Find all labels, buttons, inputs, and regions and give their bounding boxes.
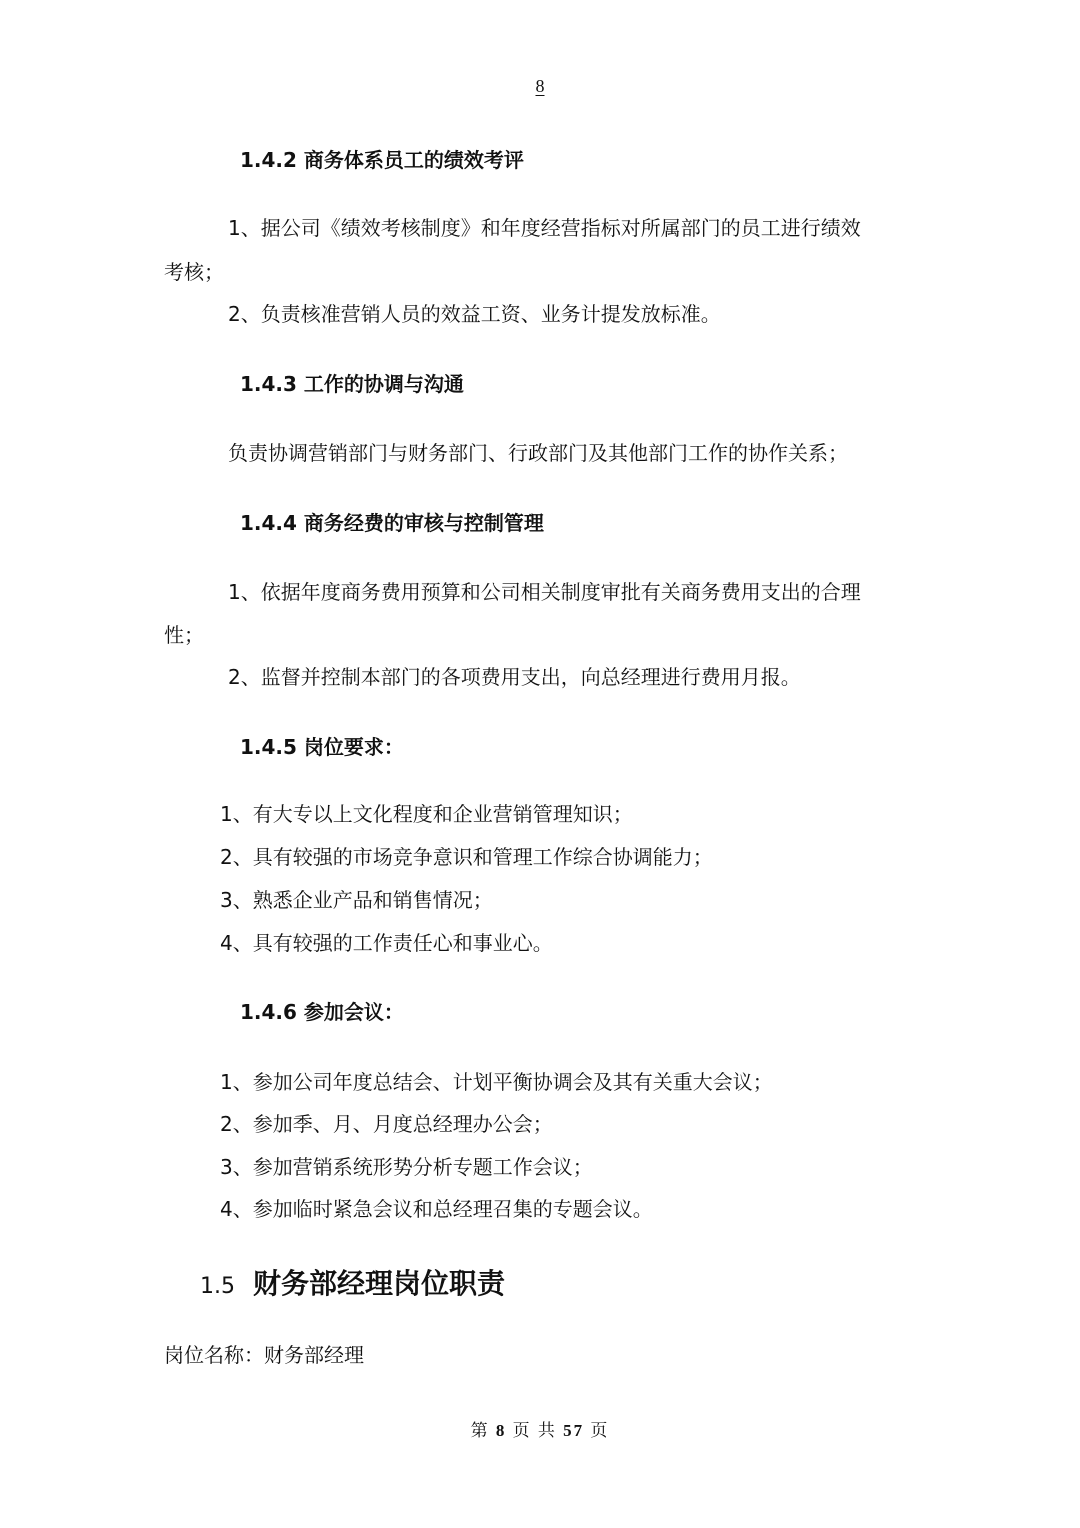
- list-item: 1、有大专以上文化程度和企业营销管理知识；: [220, 802, 633, 826]
- paragraph-line: 性；: [164, 623, 204, 647]
- heading-1-5-number: 1.5: [200, 1274, 235, 1299]
- paragraph-line: 1、据公司《绩效考核制度》和年度经营指标对所属部门的员工进行绩效: [228, 216, 861, 240]
- heading-1-4-4: 1.4.4 商务经费的审核与控制管理: [240, 511, 544, 535]
- list-item: 2、具有较强的市场竞争意识和管理工作综合协调能力；: [220, 845, 713, 869]
- paragraph-line: 负责协调营销部门与财务部门、行政部门及其他部门工作的协作关系；: [228, 441, 848, 465]
- paragraph-line: 1、依据年度商务费用预算和公司相关制度审批有关商务费用支出的合理: [228, 580, 861, 604]
- page-header-number: 8: [535, 76, 545, 96]
- heading-1-4-3: 1.4.3 工作的协调与沟通: [240, 372, 464, 396]
- heading-1-4-6: 1.4.6 参加会议：: [240, 1000, 404, 1024]
- paragraph-line: 考核；: [164, 260, 224, 284]
- heading-1-4-2: 1.4.2 商务体系员工的绩效考评: [240, 148, 524, 172]
- list-item: 1、参加公司年度总结会、计划平衡协调会及其有关重大会议；: [220, 1070, 773, 1094]
- heading-1-4-5: 1.4.5 岗位要求：: [240, 735, 404, 759]
- list-item: 2、参加季、月、月度总经理办公会；: [220, 1112, 553, 1136]
- list-item: 4、具有较强的工作责任心和事业心。: [220, 931, 553, 955]
- list-item: 4、参加临时紧急会议和总经理召集的专题会议。: [220, 1197, 653, 1221]
- heading-1-5: [200, 1262, 505, 1302]
- list-item: 3、熟悉企业产品和销售情况；: [220, 888, 493, 912]
- paragraph-line: 2、负责核准营销人员的效益工资、业务计提发放标准。: [228, 302, 721, 326]
- page-footer: 第 8 页 共 57 页: [470, 1421, 610, 1440]
- list-item: 3、参加营销系统形势分析专题工作会议；: [220, 1155, 593, 1179]
- heading-1-5-title: 财务部经理岗位职责: [253, 1267, 506, 1300]
- position-name: 岗位名称：财务部经理: [164, 1343, 364, 1367]
- paragraph-line: 2、监督并控制本部门的各项费用支出，向总经理进行费用月报。: [228, 665, 801, 689]
